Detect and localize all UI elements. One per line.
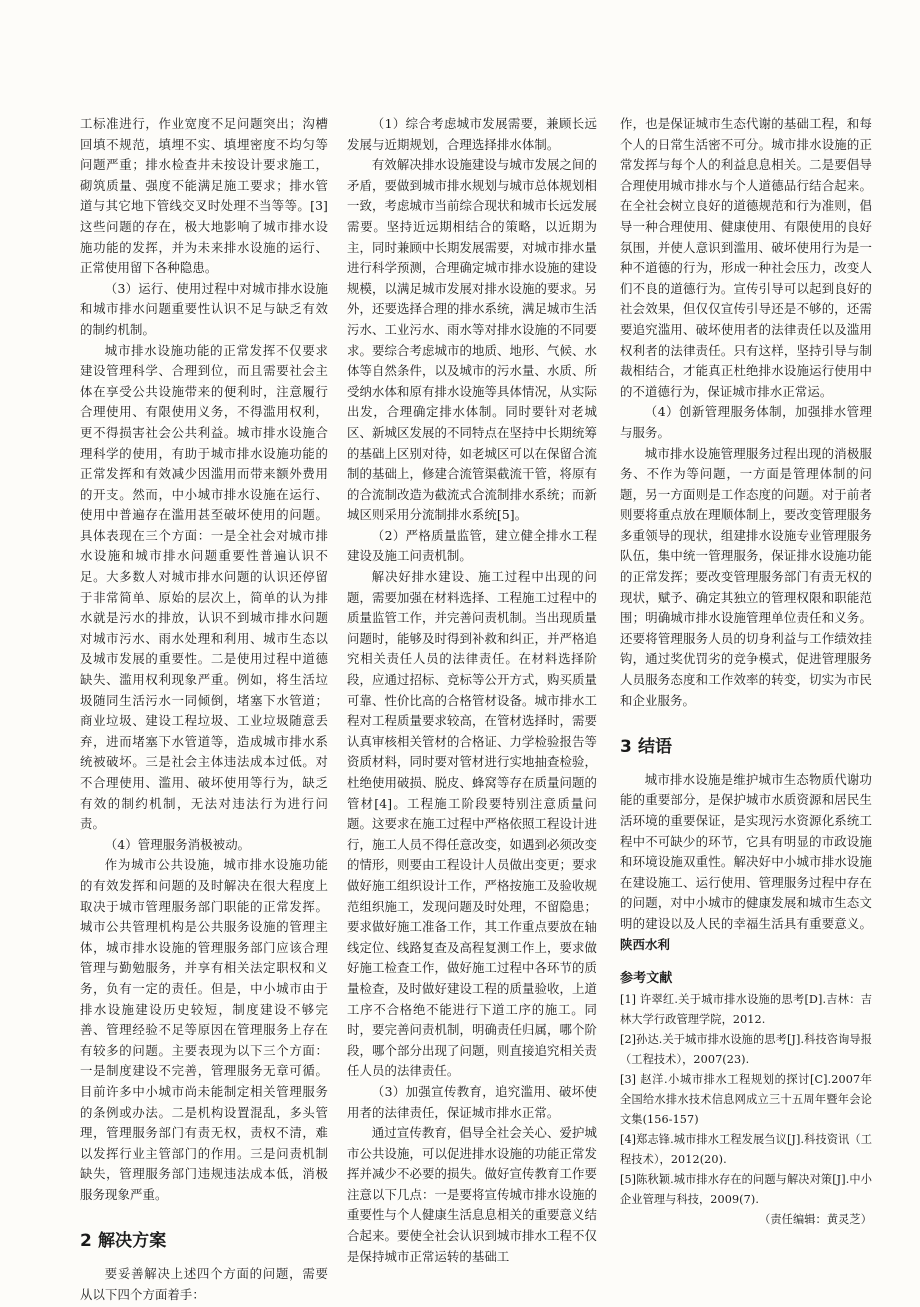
subheading: （4）创新管理服务体制，加强排水管理与服务。 xyxy=(620,404,872,440)
subheading: （2）严格质量监管，建立健全排水工程建设及施工问责机制。 xyxy=(347,527,597,564)
subheading: （4）管理服务消极被动。 xyxy=(104,836,251,852)
column-2 xyxy=(347,114,597,1267)
paragraph: 作为城市公共设施，城市排水设施功能的有效发挥和问题的及时解决在很大程度上取决于城市管理服务部门职能的正常发挥。城市公共管理机构是公共服务设施的管理主体，城市排水设施的管理服务部门应该合理管理与勤勉服务，并享有相关法定职权和义务，负有一定的责任。但是，中小城市由于排水设施建设历史较短，制度建设不够完善、管理经验不足等原因在管理服务上存在有较多的问题。主要表现为以下三个方面：一是制度建设不完善，管理服务无章可循。目前许多中小城市尚未能制定相关管理服务的条例或办法。二是机构设置混乱，多头管理，管理服务部门有责无权，责权不清，难以发挥行业主管部门的作用。三是问责机制缺失，管理服务部门违规违法成本低，消极服务现象严重。 xyxy=(80,857,328,1202)
paragraph: 工标准进行，作业宽度不足问题突出；沟槽回填不规范，填埋不实、填埋密度不均匀等问题严重；排水检查井未按设计要求施工，砌筑质量、强度不能满足施工要求；排水管道与其它地下管线交叉时处理不当等等。[3]这些问题的存在，极大地影响了城市排水设施功能的发挥，并为未来排水设施的运行、正常使用留下各种隐患。 xyxy=(80,116,328,276)
subheading: （3）运行、使用过程中对城市排水设施和城市排水问题重要性认识不足与缺乏有效的制约机制。 xyxy=(80,280,328,337)
column-1 xyxy=(80,114,328,1305)
column-3 xyxy=(620,114,872,1230)
section-heading-solutions: 2 解决方案 xyxy=(80,1231,167,1252)
reference-item: [1] 许翠红.关于城市排水设施的思考[D].吉林：吉林大学行政管理学院，2012. xyxy=(620,992,872,1026)
reference-item: [3] 赵洋.小城市排水工程规划的探讨[C].2007年全国给水排水技术信息网成立三十五周年暨年会论文集(156-157) xyxy=(620,1072,872,1126)
paragraph: 作，也是保证城市生态代谢的基础工程，和每个人的日常生活密不可分。城市排水设施的正常发挥与每个人的利益息息相关。二是要倡导合理使用城市排水与个人道德品行结合起来。在全社会树立良好的道德规范和行为准则，倡导一种合理使用、健康使用、有限使用的良好氛围，并使人意识到滥用、破坏使用行为是一种不道德的行为，形成一种社会压力，改变人们不良的道德行为。宣传引导可以起到良好的社会效果，但仅仅宣传引导还是不够的，还需要追究滥用、破坏使用者的法律责任以及滥用权利者的法律责任。只有这样，坚持引导与制裁相结合，才能真正杜绝排水设施运行使用中的不道德行为，保证城市排水正常运。 xyxy=(620,116,872,399)
paragraph: 要妥善解决上述四个方面的问题，需要从以下四个方面着手： xyxy=(80,1266,328,1302)
reference-item: [5]陈秋颖.城市排水存在的问题与解决对策[J].中小企业管理与科技，2009(7). xyxy=(620,1172,872,1206)
author-source: 陕西水利 xyxy=(620,936,670,952)
subheading: （3）加强宣传教育，追究滥用、破坏使用者的法律责任，保证城市排水正常。 xyxy=(347,1083,597,1120)
reference-item: [4]郑志锋.城市排水工程发展刍议[J].科技资讯（工程技术），2012(20). xyxy=(620,1132,872,1166)
paragraph: 解决好排水建设、施工过程中出现的问题，需要加强在材料选择、工程施工过程中的质量监管工作，并完善问责机制。当出现质量问题时，能够及时得到补救和纠正，并严格追究相关责任人员的法律责任。在材料选择阶段，应通过招标、竞标等公开方式，购买质量可靠、性价比高的合格管材设备。城市排水工程对工程质量要求较高，在管材选择时，需要认真审核相关管材的合格证、力学检验报告等资质材料，同时要对管材进行实地抽查检验，杜绝使用破损、脱皮、蜂窝等存在质量问题的管材[4]。工程施工阶段要特别注意质量问题。这要求在施工过程中严格依照工程设计进行，施工人员不得任意改变，如遇到必须改变的情形，则要由工程设计人员做出变更；要求做好施工组织设计工作，严格按施工及验收规范组织施工，发现问题及时处理，不留隐患；要求做好施工准备工作，其工作重点要放在轴线定位、线路复查及高程复测工作上，要求做好施工检查工作，做好施工过程中各环节的质量检查，及时做好建设工程的质量验收，上道工序不合格绝不能进行下道工序的施工。同时，要完善问责机制，明确责任归属，哪个阶段，哪个部分出现了问题，则直接追究相关责任人员的法律责任。 xyxy=(347,569,597,1079)
paragraph: 城市排水设施功能的正常发挥不仅要求建设管理科学、合理到位，而且需要社会主体在享受公共设施带来的便利时，注意履行合理使用、有限使用义务，不得滥用权利，更不得损害社会公共利益。城市排水设施合理科学的使用，有助于城市排水设施功能的正常发挥和有效减少因滥用而带来额外费用的开支。然而，中小城市排水设施在运行、使用中普遍存在滥用甚至破坏使用的问题。具体表现在三个方面：一是全社会对城市排水设施和城市排水问题重要性普遍认识不足。大多数人对城市排水问题的认识还停留于非常简单、原始的层次上，简单的认为排水就是污水的排放，认识不到城市排水问题对城市污水、雨水处理和利用、城市生态以及城市发展的重要性。二是使用过程中道德缺失、滥用权利现象严重。例如，将生活垃圾随同生活污水一同倾倒，堵塞下水管道；商业垃圾、建设工程垃圾、工业垃圾随意丢弃，进而堵塞下水管道等，造成城市排水系统被破坏。三是社会主体违法成本过低。对不合理使用、滥用、破坏使用等行为，缺乏有效的制约机制，无法对违法行为进行问责。 xyxy=(80,342,328,832)
subheading: （1）综合考虑城市发展需要，兼顾长远发展与近期规划，合理选择排水体制。 xyxy=(347,116,597,152)
section-heading-conclusion: 3 结语 xyxy=(620,737,673,758)
references-title: 参考文献 xyxy=(620,971,673,987)
paragraph: 有效解决排水设施建设与城市发展之间的矛盾，要做到城市排水规划与城市总体规划相一致，考虑城市当前综合现状和城市长远发展需要。坚持近远期相结合的策略，以近期为主，同时兼顾中长期发展需要，对城市排水量进行科学预测，合理确定城市排水设施的建设规模，以满足城市发展对排水设施的要求。另外，还要选择合理的排水系统，满足城市生活污水、工业污水、雨水等对排水设施的不同要求。要综合考虑城市的地质、地形、气候、水体等自然条件，以及城市的污水量、水质、所受纳水体和原有排水设施等具体情况，从实际出发，合理确定排水体制。同时要针对老城区、新城区发展的不同特点在坚持中长期统筹的基础上区别对待，如老城区可以在保留合流制的基础上，修建合流管渠截流干管，将原有的合流制改造为截流式合流制排水系统；而新城区则采用分流制排水系统[5]。 xyxy=(347,157,597,523)
reference-item: [2]孙达.关于城市排水设施的思考[J].科技咨询导报（工程技术），2007(23). xyxy=(620,1032,872,1066)
paragraph xyxy=(620,770,872,955)
conclusion-text: 城市排水设施是维护城市生态物质代谢功能的重要部分，是保护城市水质资源和居民生活环境的重要保证，是实现污水资源化系统工程中不可缺少的环节，它具有明显的市政设施和环境设施双重性。解决好中小城市排水设施在建设施工、运行使用、管理服务过程中存在的问题，对中小城市的健康发展和城市生态文明的建设以及人民的幸福生活具有重要意义。 xyxy=(620,771,872,931)
paragraph: 通过宣传教育，倡导全社会关心、爱护城市公共设施，可以促进排水设施的功能正常发挥并减少不必要的损失。做好宣传教育工作要注意以下几点：一是要将宣传城市排水设施的重要性与个人健康生活息息相关的重要意义结合起来。要使全社会认识到城市排水工程不仅是保持城市正常运转的基础工 xyxy=(347,1125,597,1264)
editor-credit: （责任编辑：黄灵芝） xyxy=(759,1212,872,1226)
reference-list xyxy=(620,990,872,1210)
paragraph: 城市排水设施管理服务过程出现的消极服务、不作为等问题，一方面是管理体制的问题，另一方面则是工作态度的问题。对于前者则要将重点放在理顺体制上，要改变管理服务多重领导的现状，组建排水设施专业管理服务队伍，集中统一管理服务，保证排水设施功能的正常发挥；要改变管理服务部门有责无权的现状，赋予、确定其独立的管理权限和职能范围；明确城市排水设施管理单位责任和义务。还要将管理服务人员的切身利益与工作绩效挂钩，通过奖优罚劣的竞争模式，促进管理服务人员服务态度和工作效率的转变，切实为市民和企业服务。 xyxy=(620,445,872,708)
